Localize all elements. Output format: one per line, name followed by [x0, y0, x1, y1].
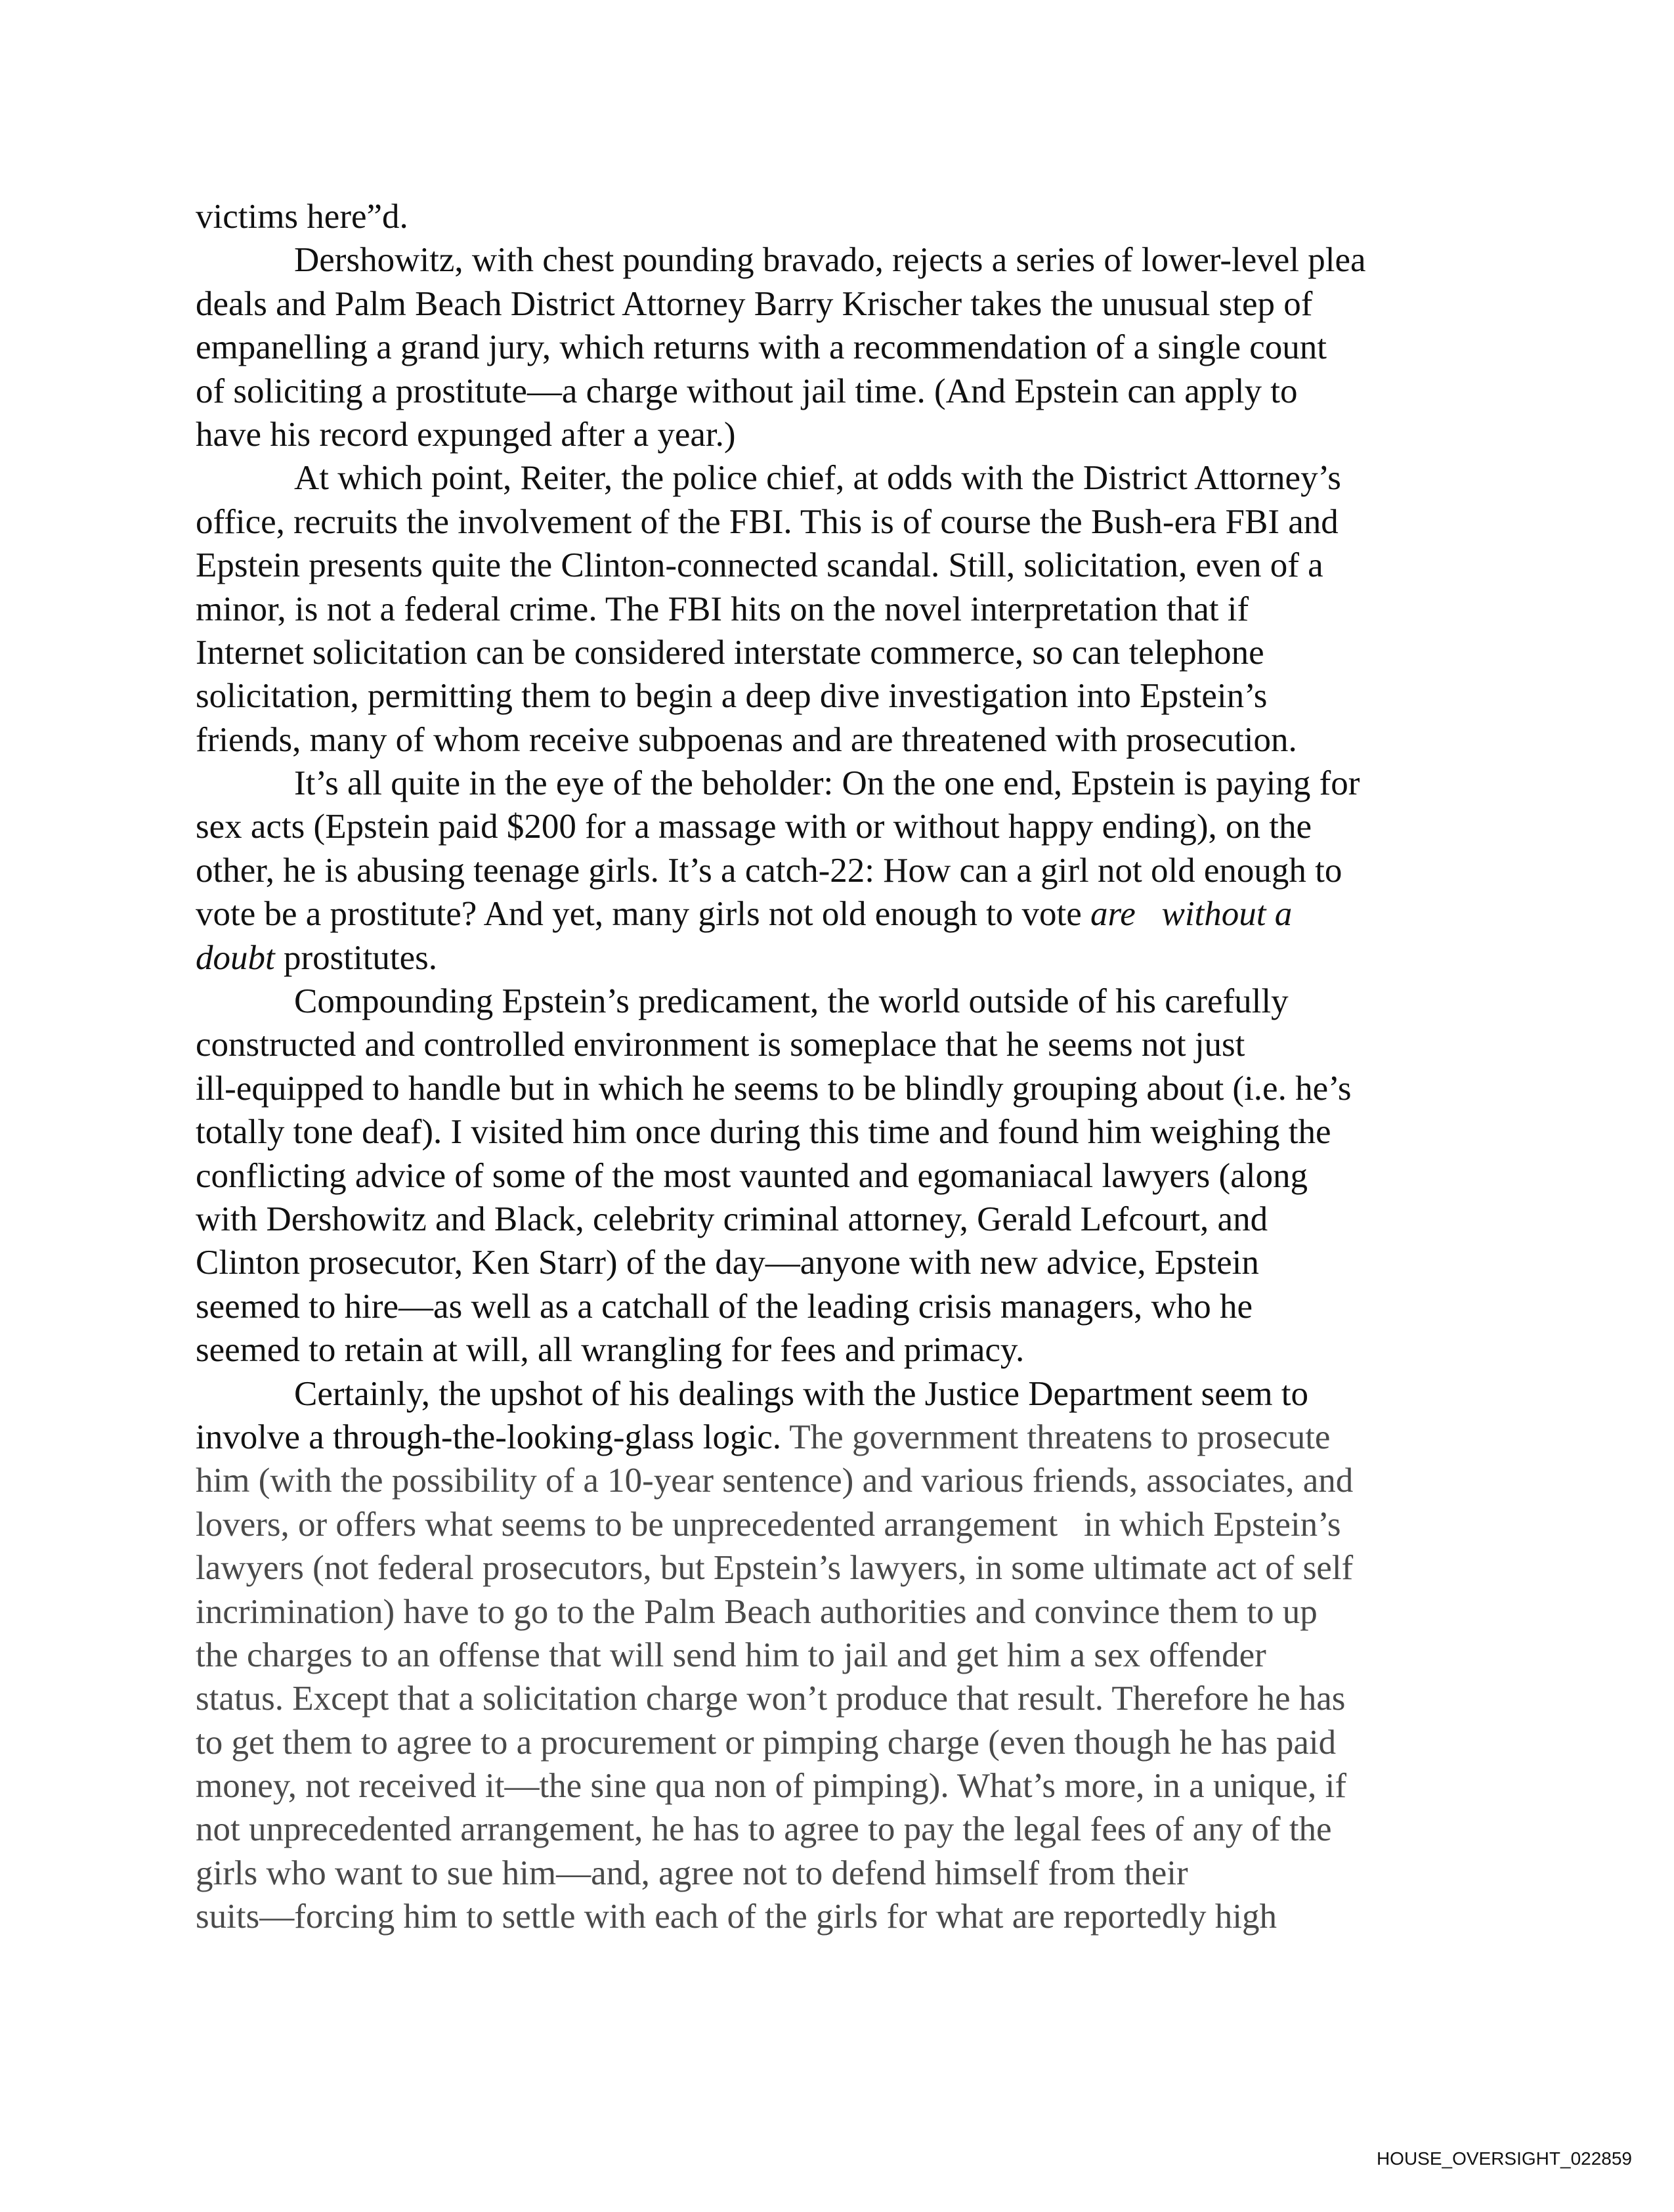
- text-line: [196, 936, 1482, 980]
- italic-text: are without a: [1090, 895, 1293, 934]
- text-line: [196, 1110, 1482, 1154]
- text-span: prostitutes.: [274, 938, 438, 977]
- text-line: [196, 892, 1482, 936]
- text-span: Internet solicitation can be considered interstate commerce, so can telephone: [196, 633, 1264, 672]
- text-line: [196, 370, 1482, 413]
- text-span: have his record expunged after a year.): [196, 415, 736, 454]
- text-span: Dershowitz, with chest pounding bravado, rejects a series of lower-level plea: [294, 241, 1366, 280]
- text-line: [196, 849, 1482, 892]
- text-line: [196, 588, 1482, 631]
- text-line: [196, 1459, 1482, 1502]
- text-line: [196, 326, 1482, 369]
- text-line: [196, 1895, 1482, 1938]
- text-line: [196, 1328, 1482, 1372]
- text-span: At which point, Reiter, the police chief, at odds with the District Attorney’s: [294, 459, 1341, 498]
- gray-text: The government threatens to prosecute: [789, 1418, 1331, 1456]
- text-span: deals and Palm Beach District Attorney Barry Krischer takes the unusual step of: [196, 284, 1313, 323]
- text-span: involve a through-the-looking-glass logic.: [196, 1418, 790, 1456]
- paragraph-first-line: [196, 456, 1482, 500]
- text-span: solicitation, permitting them to begin a deep dive investigation into Epstein’s: [196, 677, 1268, 716]
- text-span: Clinton prosecutor, Ken Starr) of the day—anyone with new advice, Epstein: [196, 1244, 1259, 1282]
- gray-text: money, not received it—the sine qua non of pimping). What’s more, in a unique, if: [196, 1767, 1347, 1806]
- text-span: minor, is not a federal crime. The FBI hits on the novel interpretation that if: [196, 590, 1249, 628]
- text-span: totally tone deaf). I visited him once during this time and found him weighing the: [196, 1113, 1331, 1152]
- text-span: conflicting advice of some of the most vaunted and egomaniacal lawyers (along: [196, 1156, 1308, 1195]
- paragraph-first-line: [196, 980, 1482, 1023]
- gray-text: the charges to an offense that will send him to jail and get him a sex offender: [196, 1636, 1266, 1674]
- text-span: victims here”d.: [196, 198, 408, 236]
- text-line: [196, 631, 1482, 674]
- text-span: seemed to retain at will, all wrangling for fees and primacy.: [196, 1331, 1025, 1370]
- text-line: [196, 805, 1482, 848]
- paragraph-first-line: [196, 238, 1482, 282]
- text-line: [196, 1198, 1482, 1241]
- gray-text: lawyers (not federal prosecutors, but Epstein’s lawyers, in some ultimate act of self: [196, 1549, 1354, 1588]
- text-line: [196, 1634, 1482, 1677]
- text-line: [196, 1546, 1482, 1590]
- gray-text: suits—forcing him to settle with each of the girls for what are reportedly high: [196, 1898, 1277, 1936]
- text-span: seemed to hire—as well as a catchall of the leading crisis managers, who he: [196, 1287, 1253, 1326]
- text-line: [196, 500, 1482, 544]
- gray-text: to get them to agree to a procurement or pimping charge (even though he has paid: [196, 1723, 1337, 1762]
- text-span: other, he is abusing teenage girls. It’s a catch-22: How can a girl not old enough to: [196, 851, 1342, 890]
- text-line: [196, 1067, 1482, 1110]
- gray-text: incrimination) have to go to the Palm Beach authorities and convince them to up: [196, 1592, 1318, 1631]
- gray-text: girls who want to sue him—and, agree not to defend himself from their: [196, 1854, 1188, 1892]
- text-line: [196, 1677, 1482, 1720]
- text-line: [196, 1852, 1482, 1895]
- text-line: [196, 1154, 1482, 1198]
- gray-text: lovers, or offers what seems to be unprecedented arrangement in which Epstein’s: [196, 1505, 1341, 1544]
- text-line: [196, 195, 1482, 238]
- text-span: Certainly, the upshot of his dealings with the Justice Department seem to: [294, 1374, 1309, 1413]
- text-line: [196, 1808, 1482, 1851]
- text-line: [196, 413, 1482, 456]
- gray-text: status. Except that a solicitation charge won’t produce that result. Therefore he has: [196, 1680, 1346, 1718]
- text-line: [196, 1503, 1482, 1546]
- text-line: [196, 1416, 1482, 1459]
- text-span: with Dershowitz and Black, celebrity criminal attorney, Gerald Lefcourt, and: [196, 1200, 1268, 1238]
- text-line: [196, 1590, 1482, 1634]
- text-span: vote be a prostitute? And yet, many girls not old enough to vote: [196, 895, 1091, 934]
- text-span: of soliciting a prostitute—a charge without jail time. (And Epstein can apply to: [196, 372, 1298, 410]
- text-line: [196, 1241, 1482, 1284]
- text-span: office, recruits the involvement of the FBI. This is of course the Bush-era FBI and: [196, 502, 1339, 541]
- text-line: [196, 1023, 1482, 1066]
- text-line: [196, 282, 1482, 326]
- gray-text: him (with the possibility of a 10-year sentence) and various friends, associates, and: [196, 1462, 1354, 1500]
- paragraph-first-line: [196, 762, 1482, 805]
- text-span: constructed and controlled environment is someplace that he seems not just: [196, 1026, 1245, 1064]
- paragraph-first-line: [196, 1372, 1482, 1416]
- text-span: sex acts (Epstein paid $200 for a massage with or without happy ending), on the: [196, 808, 1312, 846]
- text-line: [196, 674, 1482, 718]
- text-span: Epstein presents quite the Clinton-connected scandal. Still, solicitation, even of a: [196, 546, 1323, 585]
- text-line: [196, 1721, 1482, 1764]
- text-span: empanelling a grand jury, which returns with a recommendation of a single count: [196, 328, 1327, 367]
- text-span: ill-equipped to handle but in which he seems to be blindly grouping about (i.e. he’s: [196, 1069, 1352, 1108]
- text-span: Compounding Epstein’s predicament, the world outside of his carefully: [294, 982, 1289, 1021]
- text-line: [196, 1285, 1482, 1328]
- text-line: [196, 1764, 1482, 1808]
- gray-text: not unprecedented arrangement, he has to agree to pay the legal fees of any of the: [196, 1810, 1332, 1849]
- italic-text: doubt: [196, 938, 275, 977]
- text-span: friends, many of whom receive subpoenas and are threatened with prosecution.: [196, 720, 1297, 759]
- text-line: [196, 544, 1482, 587]
- text-span: It’s all quite in the eye of the beholder: On the one end, Epstein is paying for: [294, 764, 1360, 803]
- bates-stamp: HOUSE_OVERSIGHT_022859: [1376, 2148, 1632, 2169]
- document-body: [196, 195, 1482, 1939]
- text-line: [196, 718, 1482, 762]
